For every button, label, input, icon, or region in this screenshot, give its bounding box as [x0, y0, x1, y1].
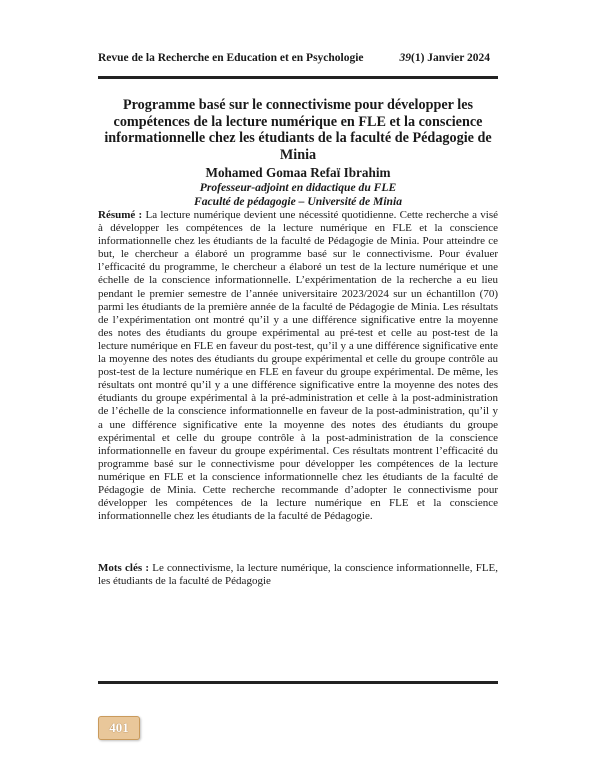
- header-divider: [98, 76, 498, 79]
- issue-date: (1) Janvier 2024: [410, 52, 490, 64]
- author-name: Mohamed Gomaa Refaï Ibrahim: [205, 165, 391, 180]
- author-role: Professeur-adjoint en didactique du FLE: [199, 181, 397, 194]
- volume-number: 39: [399, 52, 411, 64]
- abstract-label: Résumé :: [98, 209, 143, 221]
- footer-divider: [98, 681, 498, 684]
- keywords-label: Mots clés :: [98, 562, 150, 574]
- keywords-text: Le connectivisme, la lecture numérique, la conscience informationnelle, FLE, les étudiants de la faculté de Pédagogie: [98, 562, 499, 588]
- journal-name: Revue de la Recherche en Education et en Psychologie: [98, 52, 364, 64]
- keywords: [98, 562, 498, 588]
- article-title: Programme basé sur le connectivisme pour développer les compétences de la lecture numérique en FLE et la conscience informationnelle chez les étudiants de la faculté de Pédagogie de Minia: [104, 97, 492, 163]
- abstract-text: La lecture numérique devient une nécessité quotidienne. Cette recherche a visé à développer les compétences de la lecture numérique en FLE et la conscience informationnelle chez les étudiants de la faculté de Pédagogie de Minia. Pour atteindre ce but, le chercheur a élaboré un programme basé sur le connectivisme. Pour évaluer l’efficacité du programme, le chercheur a élaboré un test de la lecture numérique et une échelle de la conscience informationnelle. L’expérimentation de la recherche a eu lieu pendant le premier semestre de l’année universitaire 2023/2024 sur un échantillon (70) parmi les étudiants de la première année de la faculté de Pédagogie de Minia. Les résultats de l’expérimentation ont montré qu’il y a une différence significative entre la moyenne des notes des étudiants du groupe expérimental au pré-test et celle au post-test de la lecture numérique en FLE en faveur du post-test, qu’il y a une différence significative ente la moyenne des notes des étudiants du groupe expérimental et celle du groupe contrôle au post-test de la lecture numérique en FLE en faveur du groupe expérimental. De même, les résultats ont montré qu’il y a une différence significative entre la moyenne des notes des étudiants du groupe expérimental à la pré-administration et celle à la post-administration de l’échelle de la conscience informationnelle en faveur de la post-administration, qu’il y a une différence significative ente la moyenne des notes des étudiants du groupe expérimental et celle du groupe contrôle à la post-administration de la conscience informationnelle en faveur du groupe expérimental. Ces résultats montrent l’efficacité du programme basé sur le connectivisme pour développer les compétences de la lecture numérique en FLE et la conscience informationnelle chez les étudiants de la faculté de Pédagogie de Minia. Cette recherche recommande d’adopter le connectivisme pour développer les compétences de la lecture numérique en FLE et la conscience informationnelle chez les étudiants de la faculté de Pédagogie.: [98, 209, 499, 523]
- abstract: [98, 209, 498, 523]
- issue-info: [399, 52, 490, 64]
- running-header: [98, 52, 490, 68]
- page-number-badge: 401: [98, 716, 140, 740]
- author-institution: Faculté de pédagogie – Université de Minia: [193, 195, 403, 208]
